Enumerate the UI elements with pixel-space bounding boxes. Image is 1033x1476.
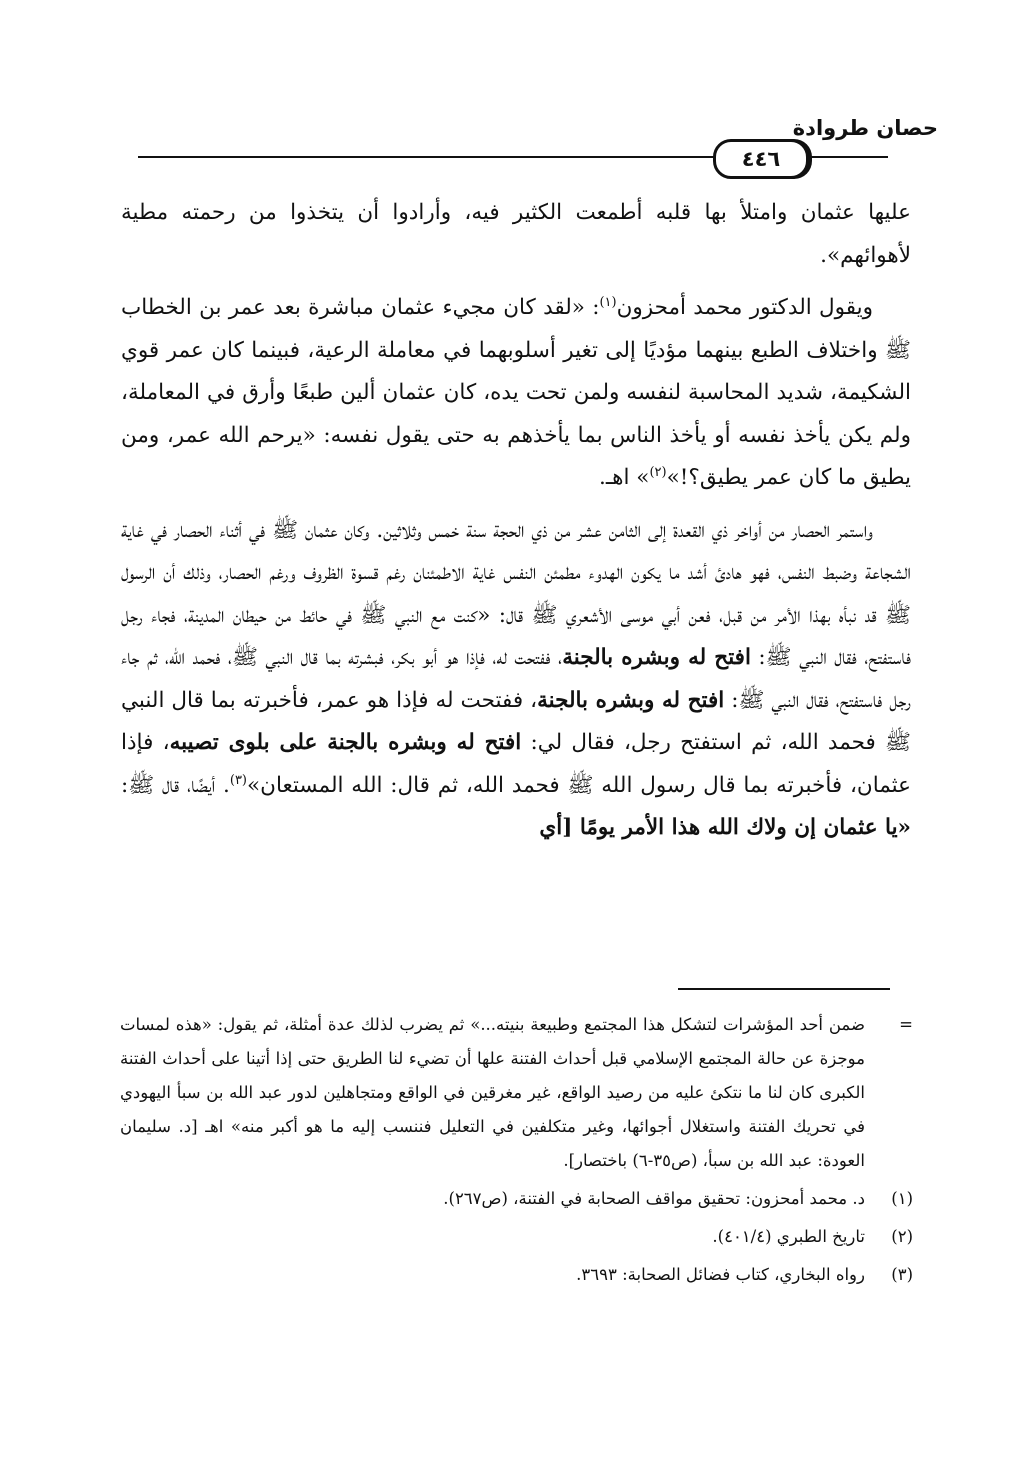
p3-bold-1: افتح له وبشره بالجنة xyxy=(562,645,751,670)
paragraph-1: عليها عثمان وامتلأ بها قلبه أطمعت الكثير فيه، وأرادوا أن يتخذوا من رحمته مطية لأهوائهم». xyxy=(121,200,911,268)
footnote-item xyxy=(120,1220,913,1254)
page-number: ٤٤٦ xyxy=(741,147,781,171)
p3-bold-4: «يا عثمان إن ولاك الله هذا الأمر يومًا [أي xyxy=(539,815,911,840)
book-title: حصان طروادة xyxy=(792,116,938,140)
p2-text-b: : «لقد كان مجيء عثمان مباشرة بعد عمر بن الخطاب ﷺ واختلاف الطبع بينهما مؤديًا إلى تغير أسلوبهما في معاملة الرعية، فبينما كان عمر قوي الشكيمة، شديد المحاسبة لنفسه ولمن تحت يده، كان عثمان ألين طبعًا وأرق في المعاملة، ولم يكن يأخذ نفسه أو يأخذ الناس بما يأخذهم به حتى يقول نفسه: «يرحم الله عمر، ومن يطيق ما كان عمر يطيق؟!» xyxy=(121,295,911,490)
p3-text-a: واستمر الحصار من أواخر ذي القعدة إلى الثامن عشر من ذي الحجة سنة خمس وثلاثين. وكان عثمان ﷺ في أثناء الحصار في غاية الشجاعة وضبط النفس، فهو هادئ أشد ما يكون الهدوء مطمئن النفس غاية الاطمئنان رغم قسوة الظروف ورغم الحصار، وذلك أن الرسول ﷺ قد نبأه بهذا الأمر من قبل، فعن أبي موسى الأشعري ﷺ قال: «كنت مع النبي ﷺ في حائط من حيطان المدينة، فجاء رجل فاستفتح، فقال النبي ﷺ: xyxy=(121,517,911,670)
footnote-number: (٣) xyxy=(891,1265,913,1284)
footnote-text: تاريخ الطبري (٤٠١/٤). xyxy=(712,1227,865,1246)
footnote-item xyxy=(120,1258,913,1292)
footnote-text: د. محمد أمحزون: تحقيق مواقف الصحابة في الفتنة، (ص٢٦٧). xyxy=(443,1189,865,1208)
p3-text-f: . أيضًا، قال ﷺ: xyxy=(121,772,230,798)
p2-text-a: ويقول الدكتور محمد أمحزون xyxy=(616,295,873,320)
footnote-number: (٢) xyxy=(891,1227,913,1246)
footnote-separator xyxy=(678,988,890,990)
p2-text-c: » اهـ. xyxy=(599,465,650,490)
continuation-marker: = xyxy=(899,1015,913,1034)
paragraph-3 xyxy=(121,510,911,850)
p3-text-d: ، ففتحت له فإذا هو عمر، فأخبرته بما قال النبي ﷺ فحمد الله، ثم استفتح رجل، فقال لي: xyxy=(121,687,912,755)
footnote-ref-2[interactable]: (٢) xyxy=(649,464,667,480)
footnote-number: (١) xyxy=(891,1189,913,1208)
footnote-ref-3[interactable]: (٣) xyxy=(229,772,247,788)
continuation-text: ضمن أحد المؤشرات لتشكل هذا المجتمع وطبيعة بنيته...» ثم يضرب لذلك عدة أمثلة، ثم يقول: «هذه لمسات موجزة عن حالة المجتمع الإسلامي قبل أحداث الفتنة علها أن تضيء لنا الطريق حتى إذا أتينا على أحداث الفتنة الكبرى كان لنا ما نتكئ عليه من رصيد الواقع، غير مغرقين في الواقع ومتجاهلين لدور عبد الله بن سبأ اليهودي في تحريك الفتنة واستغلال أجوائها، وغير متكلفين في التعليل فننسب إليه ما هو أكبر منه» اهـ [د. سليمان العودة: عبد الله بن سبأ، (ص٣٥-٦) باختصار]. xyxy=(120,1015,865,1170)
main-text xyxy=(121,192,911,860)
p3-text-e: ، فإذا عثمان، فأخبرته بما قال رسول الله ﷺ فحمد الله، ثم قال: الله المستعان» xyxy=(121,730,911,798)
footnote-ref-1[interactable]: (١) xyxy=(599,294,617,310)
footnote-item xyxy=(120,1182,913,1216)
p3-text-c: ، ففتحت له، فإذا هو أبو بكر، فبشرته بما قال النبي ﷺ، فحمد الله، ثم جاء رجل فاستفتح، فقال النبي ﷺ: xyxy=(121,645,911,713)
paragraph-2 xyxy=(121,287,911,500)
p3-bold-2: افتح له وبشره بالجنة xyxy=(537,687,725,713)
page-number-badge xyxy=(713,139,809,179)
p3-bold-3: افتح له وبشره بالجنة على بلوى تصيبه xyxy=(169,730,522,755)
footnotes xyxy=(120,1008,913,1292)
footnote-text: رواه البخاري، كتاب فضائل الصحابة: ٣٦٩٣. xyxy=(576,1265,865,1284)
footnote-continuation xyxy=(120,1008,913,1178)
